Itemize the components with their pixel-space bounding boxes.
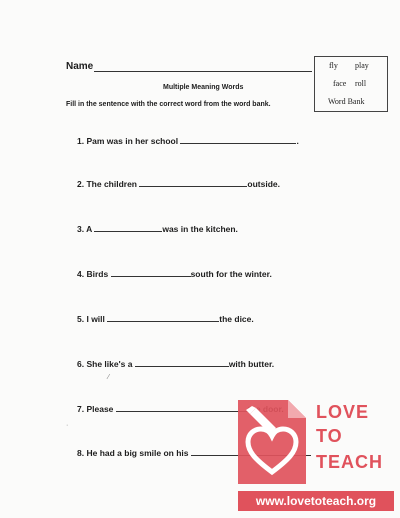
logo-word-to: TO xyxy=(316,426,343,446)
question-3 xyxy=(77,223,238,234)
answer-blank[interactable] xyxy=(107,313,219,322)
question-text-before: Birds xyxy=(86,269,109,279)
question-2 xyxy=(77,178,280,189)
question-number: 5. xyxy=(77,314,85,324)
question-text-before: A xyxy=(86,224,92,234)
answer-blank[interactable] xyxy=(116,403,248,412)
question-number: 6. xyxy=(77,359,85,369)
question-number: 3. xyxy=(77,224,85,234)
scan-mark: · xyxy=(66,422,69,429)
instructions: Fill in the sentence with the correct word from the word bank. xyxy=(66,101,271,108)
scan-mark: ⁄ xyxy=(108,374,110,381)
question-text-after: . xyxy=(296,136,299,146)
worksheet-title: Multiple Meaning Words xyxy=(163,84,244,91)
question-text-after: south for the winter. xyxy=(190,269,272,279)
logo-url: www.lovetoteach.org xyxy=(238,491,394,511)
answer-blank[interactable] xyxy=(94,223,162,232)
love-to-teach-logo-icon xyxy=(236,398,308,486)
question-1 xyxy=(77,135,299,146)
logo-word-teach: TEACH xyxy=(316,452,383,472)
question-text-after: outside. xyxy=(247,179,280,189)
question-number: 4. xyxy=(77,269,85,279)
name-label: Name xyxy=(66,61,94,72)
word-bank-box xyxy=(314,56,388,112)
question-number: 8. xyxy=(77,448,85,458)
question-number: 1. xyxy=(77,136,85,146)
question-number: 7. xyxy=(77,404,85,414)
answer-blank[interactable] xyxy=(135,358,229,367)
question-text-before: He had a big smile on his xyxy=(86,448,189,458)
question-text-after: was in the kitchen. xyxy=(162,224,238,234)
question-4 xyxy=(77,268,272,279)
word-bank-word: face xyxy=(333,79,347,88)
question-text-before: Please xyxy=(86,404,114,414)
answer-blank[interactable] xyxy=(180,135,299,146)
word-bank-word: fly xyxy=(329,61,338,70)
logo-word-love: LOVE xyxy=(316,402,370,422)
question-text-before: She like's a xyxy=(86,359,133,369)
word-bank-label: Word Bank xyxy=(328,97,365,106)
question-text-before: The children xyxy=(86,179,138,189)
question-6 xyxy=(77,358,274,369)
word-bank-word: roll xyxy=(355,79,367,88)
question-number: 2. xyxy=(77,179,85,189)
question-text-after: with butter. xyxy=(228,359,275,369)
question-text-after: the dice. xyxy=(219,314,254,324)
word-bank-word: play xyxy=(355,61,369,70)
answer-blank[interactable] xyxy=(139,178,247,187)
answer-blank[interactable] xyxy=(111,268,191,277)
question-text-before: I will xyxy=(86,314,105,324)
name-line xyxy=(94,71,312,72)
question-text-before: Pam was in her school xyxy=(86,136,179,146)
question-5 xyxy=(77,313,254,324)
